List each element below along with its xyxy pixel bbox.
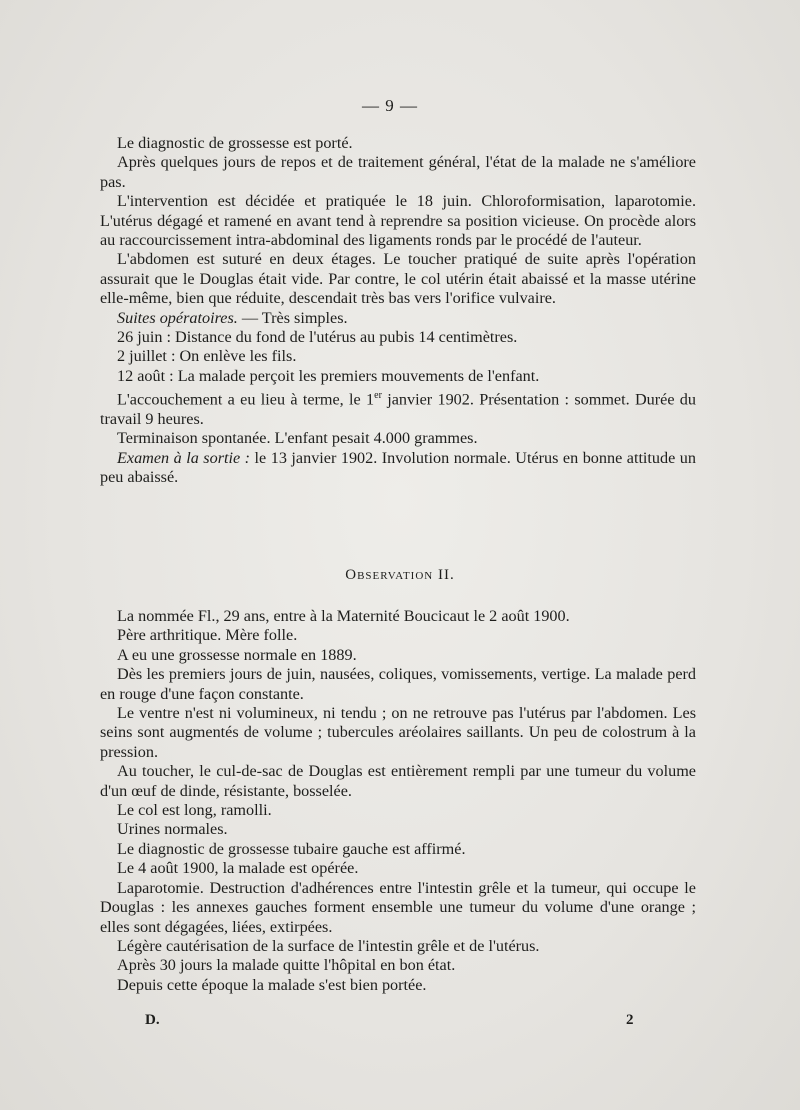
signature-mark: D.: [145, 1012, 160, 1028]
paragraph: A eu une grossesse normale en 1889.: [117, 645, 357, 664]
paragraph: L'intervention est décidée et pratiquée le 18 juin. Chloroformisation, laparotomie. L'utérus dégagé et ramené en avant tend à reprendre sa position vicieuse. On procède alors au raccourcissement intra-abdominal des ligaments ronds par le procédé de l'auteur.: [100, 192, 696, 250]
paragraph: Au toucher, le cul-de-sac de Douglas est entièrement rempli par une tumeur du volume d'un œuf de dinde, résistante, bosselée.: [100, 762, 696, 800]
section-title: Observation II.: [345, 567, 455, 583]
paragraph: Après quelques jours de repos et de traitement général, l'état de la malade ne s'améliore pas.: [100, 153, 696, 191]
paragraph: Le diagnostic de grossesse est porté.: [117, 134, 353, 152]
exam-text: le 13 janvier 1902. Involution normale. Utérus en bonne attitude un peu abaissé.: [100, 448, 696, 487]
timeline-entry: 2 juillet : On enlève les fils.: [117, 347, 297, 366]
paragraph: Dès les premiers jours de juin, nausées, coliques, vomissements, vertige. La malade perd en rouge d'une façon constante.: [100, 665, 696, 703]
sheet-number: 2: [626, 1012, 634, 1028]
suites-text: — Très simples.: [237, 308, 348, 327]
paragraph: Le 4 août 1900, la malade est opérée.: [117, 859, 359, 878]
paragraph: Urines normales.: [117, 820, 228, 839]
timeline-entry: 26 juin : Distance du fond de l'utérus au pubis 14 centimètres.: [117, 328, 518, 347]
suites-paragraph: [100, 309, 696, 328]
paragraph: Le ventre n'est ni volumineux, ni tendu ; on ne retrouve pas l'utérus par l'abdomen. Les seins sont augmentés de volume ; tubercules aréolaires saillants. Un peu de colostrum à la pression.: [100, 704, 696, 761]
delivery-text-start: L'accouchement a eu lieu à terme, le 1: [117, 390, 375, 409]
delivery-paragraph: [100, 386, 696, 429]
paragraph: Père arthritique. Mère folle.: [117, 626, 298, 645]
paragraph: Terminaison spontanée. L'enfant pesait 4.000 grammes.: [117, 429, 478, 448]
exam-label: Examen à la sortie :: [117, 448, 251, 467]
paragraph: Après 30 jours la malade quitte l'hôpital en bon état.: [117, 956, 456, 975]
paragraph: Le col est long, ramolli.: [117, 801, 272, 820]
paragraph: Le diagnostic de grossesse tubaire gauche est affirmé.: [117, 839, 466, 858]
paragraph: L'abdomen est suturé en deux étages. Le toucher pratiqué de suite après l'opération assurait que le Douglas était vide. Par contre, le col utérin était abaissé et la masse utérine elle-même, bien que réduite, descendait très bas vers l'orifice vulvaire.: [100, 250, 696, 308]
paragraph: Légère cautérisation de la surface de l'intestin grêle et de l'utérus.: [117, 936, 540, 955]
suites-label: Suites opératoires.: [117, 308, 238, 327]
exam-paragraph: [100, 449, 696, 488]
observation-1-continued: [100, 134, 696, 488]
paragraph: Depuis cette époque la malade s'est bien portée.: [117, 975, 427, 994]
timeline-entry: 12 août : La malade perçoit les premiers mouvements de l'enfant.: [117, 366, 540, 385]
paragraph: La nommée Fl., 29 ans, entre à la Maternité Boucicaut le 2 août 1900.: [117, 607, 570, 625]
paragraph: Laparotomie. Destruction d'adhérences entre l'intestin grêle et la tumeur, qui occupe le Douglas : les annexes gauches forment ensemble une tumeur du volume d'une orange ; elles sont dégagées, liées, extirpées.: [100, 878, 696, 936]
observation-2: [100, 607, 696, 995]
ordinal-superscript: er: [374, 390, 382, 402]
page-number: — 9 —: [362, 96, 418, 115]
delivery-text-end: janvier 1902. Présentation : sommet. Durée du travail 9 heures.: [100, 390, 696, 429]
